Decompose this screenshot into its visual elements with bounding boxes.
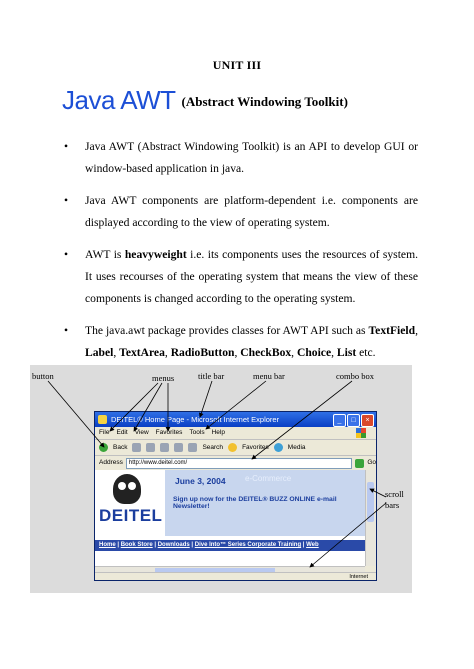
window-title-bar	[95, 412, 376, 427]
menu-item-edit[interactable]: Edit	[116, 429, 128, 436]
search-button[interactable]: Search	[202, 444, 224, 451]
menu-bar	[95, 427, 376, 440]
bullet-bold-text: TextArea	[119, 346, 165, 359]
site-link[interactable]: Home	[99, 542, 116, 548]
close-icon[interactable]: ×	[361, 414, 374, 427]
bullet-bold-text: TextField	[368, 324, 416, 337]
bullet-item	[62, 136, 418, 180]
search-icon[interactable]	[188, 443, 197, 452]
address-input[interactable]: http://www.deitel.com/	[126, 458, 352, 469]
label-button: button	[32, 371, 54, 381]
vertical-scrollbar[interactable]	[365, 470, 376, 566]
menu-item-tools[interactable]: Tools	[189, 429, 205, 436]
go-arrow-icon[interactable]	[355, 459, 364, 468]
maximize-icon[interactable]: □	[347, 414, 360, 427]
site-link-bar	[95, 540, 369, 551]
title-main: Java AWT	[62, 85, 176, 115]
media-button[interactable]: Media	[287, 444, 306, 451]
bullet-item	[62, 244, 418, 310]
bullet-text: ,	[291, 346, 297, 359]
unit-heading: UNIT III	[212, 58, 262, 72]
address-bar	[95, 456, 376, 471]
label-menu-bar: menu bar	[253, 371, 285, 381]
home-icon[interactable]	[174, 443, 183, 452]
address-label: Address	[99, 459, 123, 466]
bullet-bold-text: RadioButton	[170, 346, 235, 359]
bullet-text: Java AWT components are platform-dependent i.e. components are displayed according to the view of operating system.	[85, 194, 418, 229]
bullet-text: AWT is	[85, 248, 125, 261]
back-arrow-icon[interactable]	[99, 443, 108, 452]
site-link[interactable]: Dive Into™ Series Corporate Training	[194, 542, 302, 548]
page-title	[62, 85, 348, 116]
site-link[interactable]: Downloads	[157, 542, 190, 548]
banner-date: June 3, 2004	[175, 476, 226, 486]
browser-window	[94, 411, 377, 581]
label-title-bar: title bar	[198, 371, 225, 381]
bullet-bold-text: Choice	[296, 346, 332, 359]
window-controls	[333, 414, 374, 427]
bullet-text: etc.	[356, 346, 376, 359]
stop-icon[interactable]	[146, 443, 155, 452]
menu-item-view[interactable]: View	[134, 429, 149, 436]
page-content	[95, 470, 365, 566]
favorites-star-icon[interactable]	[228, 443, 237, 452]
refresh-icon[interactable]	[160, 443, 169, 452]
status-bar	[95, 572, 376, 580]
link-separator: |	[115, 542, 121, 548]
menu-item-file[interactable]: File	[99, 429, 110, 436]
bullet-text: ,	[331, 346, 337, 359]
bullet-text: i.e. its components uses the resources of system. It uses recourses of the operating system that means the view of these components is changed according to the operating system.	[85, 248, 418, 305]
link-separator: |	[301, 542, 307, 548]
site-link[interactable]: Web	[306, 542, 319, 548]
title-subtitle: (Abstract Windowing Toolkit)	[181, 94, 348, 109]
link-separator: |	[152, 542, 158, 548]
vertical-scroll-thumb[interactable]	[367, 482, 374, 522]
label-scroll-bars: scroll bars	[385, 489, 404, 510]
bullet-text: ,	[234, 346, 241, 359]
media-icon[interactable]	[274, 443, 283, 452]
menu-item-help[interactable]: Help	[211, 429, 225, 436]
bullet-item	[62, 190, 418, 234]
bug-mascot-icon	[113, 474, 141, 504]
browser-toolbar	[95, 440, 376, 456]
newsletter-signup-link[interactable]: Sign up now for the DEITEL® BUZZ ONLINE e-mail Newsletter!	[173, 496, 337, 510]
bullet-text: ,	[164, 346, 171, 359]
banner-ghost-text: e-Commerce	[245, 474, 292, 483]
menu-item-favorites[interactable]: Favorites	[155, 429, 183, 436]
bullet-list	[62, 136, 418, 374]
deitel-logo: DEITEL	[99, 506, 163, 525]
status-zone: Internet	[349, 574, 368, 580]
deitel-banner	[95, 470, 365, 536]
bullet-text: The java.awt package provides classes for AWT API such as	[85, 324, 369, 337]
ie-window-figure	[30, 365, 412, 593]
bullet-item	[62, 320, 418, 364]
label-menus: menus	[152, 373, 175, 383]
bullet-bold-text: List	[336, 346, 357, 359]
favorites-button[interactable]: Favorites	[242, 444, 269, 451]
go-button[interactable]: Go	[367, 459, 376, 466]
bullet-text: Java AWT (Abstract Windowing Toolkit) is an API to develop GUI or window-based application in java.	[85, 140, 418, 175]
window-title: DEITEL® Home Page - Microsoft Internet Explorer	[111, 415, 280, 424]
bullet-bold-text: heavyweight	[124, 248, 187, 261]
bullet-text: ,	[415, 324, 418, 337]
minimize-icon[interactable]: _	[333, 414, 346, 427]
forward-arrow-icon[interactable]	[132, 443, 141, 452]
label-combo-box: combo box	[336, 371, 375, 381]
bullet-bold-text: Label	[85, 346, 114, 359]
ie-app-icon	[98, 415, 107, 424]
link-separator: |	[189, 542, 195, 548]
bullet-bold-text: CheckBox	[240, 346, 292, 359]
windows-logo-icon	[356, 428, 366, 438]
site-link[interactable]: Book Store	[120, 542, 153, 548]
back-button[interactable]: Back	[113, 444, 128, 451]
bullet-text: ,	[113, 346, 120, 359]
